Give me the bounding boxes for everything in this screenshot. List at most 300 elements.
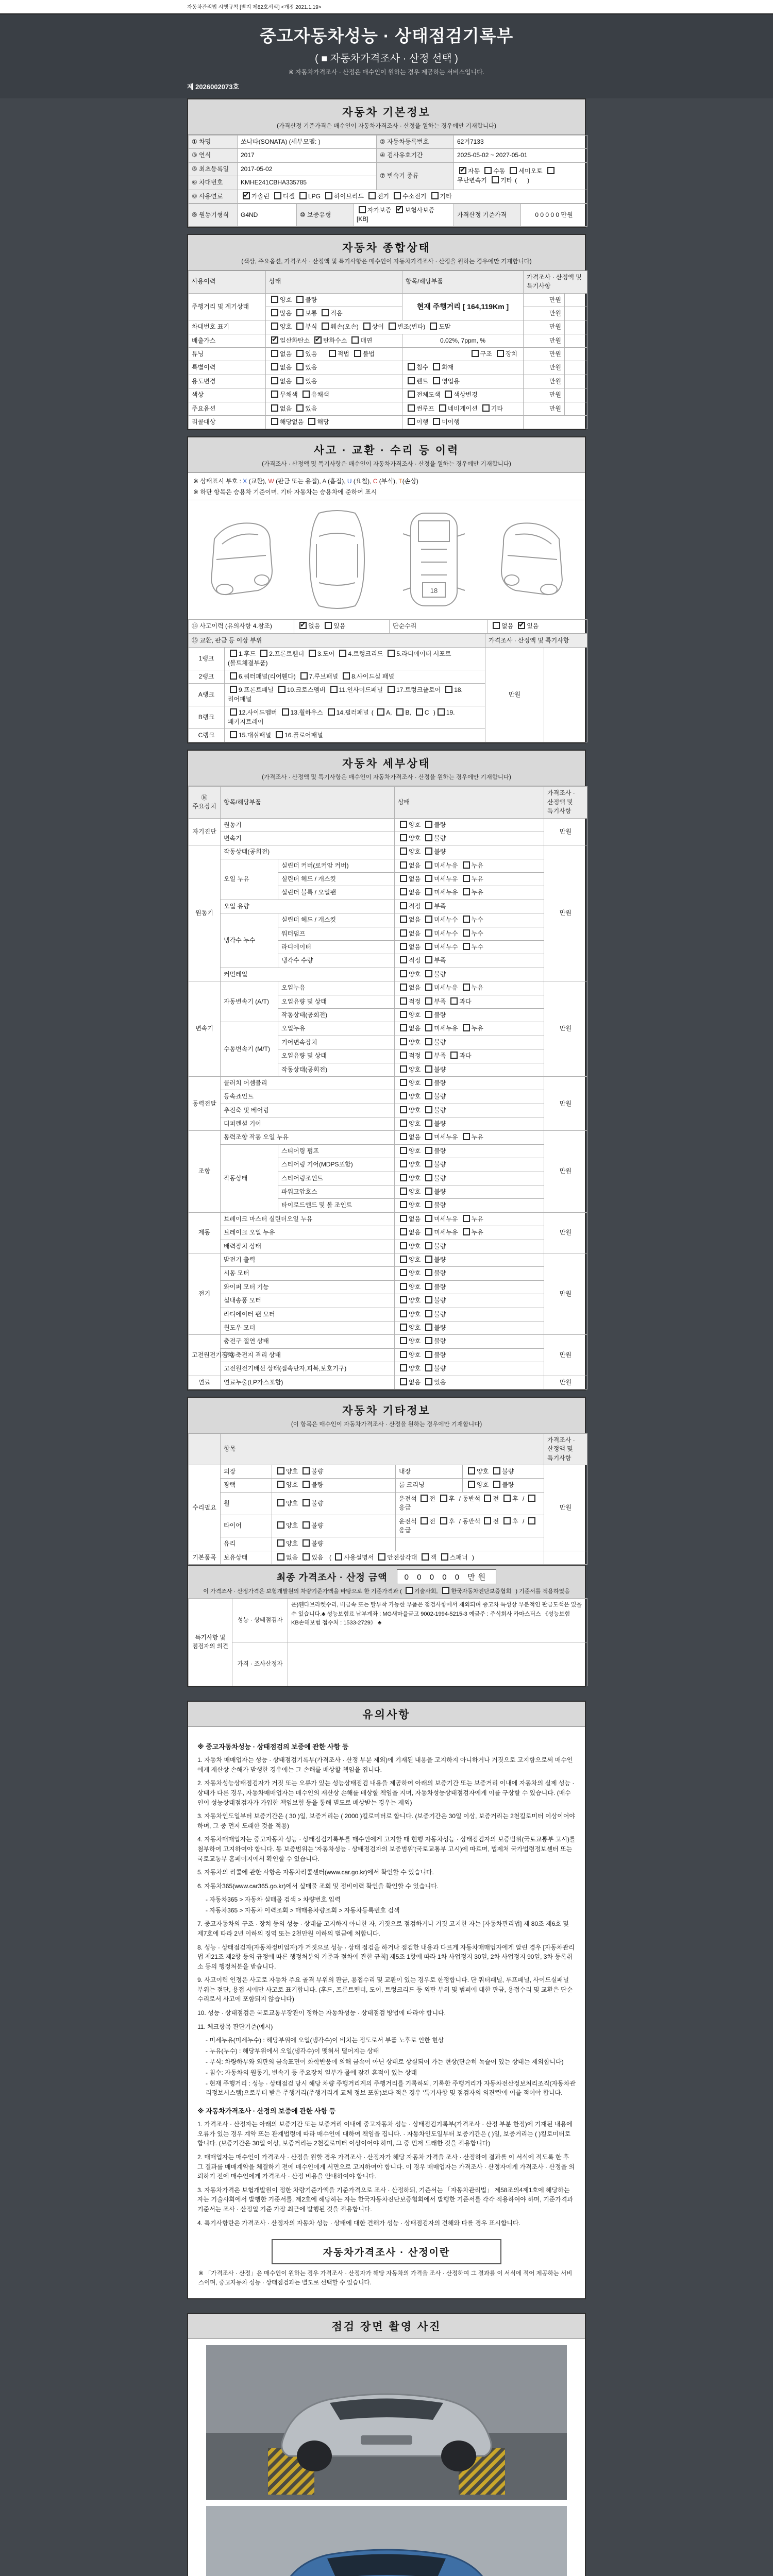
checkbox[interactable]: [463, 861, 470, 869]
checkbox[interactable]: [400, 1092, 407, 1099]
checkbox[interactable]: [400, 1120, 407, 1127]
checkbox[interactable]: [330, 686, 338, 693]
checkbox[interactable]: [303, 1521, 310, 1529]
checkbox[interactable]: [400, 1147, 407, 1154]
checkbox[interactable]: [518, 622, 525, 629]
checkbox[interactable]: [303, 1539, 310, 1547]
checkbox-cell[interactable]: [272, 1515, 396, 1537]
checkbox-cell[interactable]: [463, 1479, 544, 1492]
checkbox-cell[interactable]: [395, 927, 544, 940]
checkbox-cell[interactable]: [395, 1090, 544, 1104]
checkbox-cell[interactable]: [463, 1465, 544, 1479]
checkbox[interactable]: [277, 1481, 284, 1488]
checkbox-cell[interactable]: [395, 859, 544, 872]
checkbox-cell[interactable]: [402, 348, 524, 361]
checkbox[interactable]: [445, 686, 452, 693]
checkbox[interactable]: [400, 1378, 407, 1385]
checkbox-cell[interactable]: [395, 1362, 544, 1376]
checkbox-cell[interactable]: [402, 388, 524, 402]
checkbox[interactable]: [503, 1495, 511, 1502]
checkbox[interactable]: [400, 1351, 407, 1358]
checkbox-cell[interactable]: [266, 307, 402, 320]
checkbox[interactable]: [425, 1147, 432, 1154]
checkbox-cell[interactable]: [395, 1172, 544, 1185]
checkbox[interactable]: [351, 336, 359, 344]
checkbox-cell[interactable]: [266, 348, 402, 361]
checkbox[interactable]: [408, 377, 415, 384]
checkbox[interactable]: [425, 1201, 432, 1208]
checkbox[interactable]: [388, 686, 395, 693]
checkbox-cell[interactable]: [395, 1321, 544, 1334]
checkbox[interactable]: [396, 206, 403, 213]
checkbox[interactable]: [503, 1517, 511, 1524]
checkbox[interactable]: [425, 861, 432, 869]
checkbox[interactable]: [278, 686, 285, 693]
checkbox-cell[interactable]: [395, 941, 544, 954]
cell: 0 0 0 0 0 만원: [521, 204, 587, 226]
checkbox-cell[interactable]: [395, 1280, 544, 1294]
checkbox-cell[interactable]: [395, 995, 544, 1008]
checkbox[interactable]: [296, 323, 304, 330]
checkbox[interactable]: [425, 929, 432, 937]
checkbox[interactable]: [493, 1467, 500, 1475]
checkbox-cell[interactable]: [395, 1253, 544, 1267]
checkbox-cell[interactable]: [395, 1267, 544, 1280]
checkbox[interactable]: [425, 1337, 432, 1344]
checkbox[interactable]: [425, 1106, 432, 1113]
checkbox[interactable]: [442, 1587, 449, 1594]
checkbox[interactable]: [309, 650, 316, 657]
checkbox[interactable]: [322, 323, 329, 330]
checkbox[interactable]: [303, 1499, 310, 1506]
checkbox[interactable]: [425, 1269, 432, 1276]
checkbox[interactable]: [277, 1499, 284, 1506]
checkbox[interactable]: [368, 192, 376, 199]
checkbox[interactable]: [493, 622, 500, 629]
checkbox[interactable]: [400, 1242, 407, 1249]
checkbox[interactable]: [400, 902, 407, 909]
checkbox[interactable]: [394, 192, 401, 199]
checkbox[interactable]: [400, 1024, 407, 1031]
checkbox[interactable]: [325, 622, 332, 629]
checkbox-cell[interactable]: [272, 1537, 396, 1551]
checkbox[interactable]: [463, 888, 470, 895]
checkbox-cell[interactable]: [402, 361, 524, 375]
checkbox-cell[interactable]: [395, 1226, 544, 1240]
checkbox[interactable]: [271, 309, 278, 316]
checkbox[interactable]: [425, 834, 432, 841]
checkbox[interactable]: [296, 309, 304, 316]
checkbox[interactable]: [274, 192, 281, 199]
checkbox-cell[interactable]: [395, 1063, 544, 1076]
checkbox[interactable]: [400, 1052, 407, 1059]
checkbox[interactable]: [400, 821, 407, 828]
checkbox[interactable]: [260, 650, 267, 657]
checkbox[interactable]: [425, 1011, 432, 1018]
checkbox-cell[interactable]: [266, 402, 402, 415]
checkbox[interactable]: [325, 192, 332, 199]
checkbox-cell[interactable]: [395, 1022, 544, 1036]
checkbox[interactable]: [440, 1517, 447, 1524]
checkbox-cell[interactable]: [225, 648, 485, 670]
checkbox[interactable]: [271, 350, 278, 357]
checkbox[interactable]: [425, 1351, 432, 1358]
checkbox-cell[interactable]: [395, 1308, 544, 1321]
checkbox-cell[interactable]: [395, 886, 544, 900]
checkbox[interactable]: [400, 1256, 407, 1263]
checkbox[interactable]: [388, 650, 395, 657]
checkbox-cell[interactable]: [395, 1376, 544, 1389]
checkbox[interactable]: [425, 1160, 432, 1167]
checkbox[interactable]: [484, 1495, 491, 1502]
checkbox[interactable]: [277, 1467, 284, 1475]
checkbox[interactable]: [463, 1133, 470, 1140]
checkbox[interactable]: [408, 363, 415, 370]
checkbox[interactable]: [400, 970, 407, 977]
checkbox[interactable]: [425, 875, 432, 882]
checkbox[interactable]: [400, 956, 407, 963]
checkbox-cell[interactable]: [395, 1185, 544, 1199]
checkbox-cell[interactable]: [488, 620, 587, 633]
checkbox[interactable]: [400, 1310, 407, 1317]
checkbox[interactable]: [400, 997, 407, 1005]
checkbox[interactable]: [441, 1553, 448, 1561]
checkbox[interactable]: [425, 916, 432, 923]
checkbox[interactable]: [400, 1174, 407, 1181]
text: C: [373, 478, 378, 485]
checkbox[interactable]: [400, 1106, 407, 1113]
checkbox[interactable]: [497, 350, 504, 357]
checkbox[interactable]: [463, 916, 470, 923]
checkbox-cell[interactable]: [395, 1348, 544, 1362]
checkbox[interactable]: [431, 192, 439, 199]
checkbox[interactable]: [425, 1256, 432, 1263]
checkbox[interactable]: [400, 1337, 407, 1344]
checkbox[interactable]: [408, 404, 415, 412]
cell: 만원: [544, 1335, 587, 1376]
checkbox-cell[interactable]: [395, 818, 544, 832]
checkbox[interactable]: [433, 363, 440, 370]
checkbox[interactable]: [400, 1065, 407, 1073]
checkbox[interactable]: [282, 708, 289, 716]
checkbox[interactable]: [400, 861, 407, 869]
checkbox[interactable]: [335, 1553, 342, 1561]
checkbox[interactable]: [400, 1324, 407, 1331]
checkbox[interactable]: [484, 167, 492, 174]
checkbox-cell[interactable]: [395, 1294, 544, 1308]
checkbox[interactable]: [271, 404, 278, 412]
checkbox-cell[interactable]: [272, 1465, 396, 1479]
checkbox[interactable]: [463, 1228, 470, 1235]
checkbox[interactable]: [400, 943, 407, 950]
checkbox[interactable]: [425, 1283, 432, 1290]
checkbox-cell[interactable]: [402, 402, 524, 415]
checkbox[interactable]: [271, 323, 278, 330]
checkbox-cell[interactable]: [395, 900, 544, 913]
cell: 만원: [544, 981, 587, 1077]
checkbox[interactable]: [463, 984, 470, 991]
checkbox-cell[interactable]: [395, 1117, 544, 1131]
checkbox[interactable]: [425, 1052, 432, 1059]
checkbox-cell[interactable]: [395, 1144, 544, 1158]
checkbox-cell[interactable]: [402, 416, 524, 429]
checkbox[interactable]: [400, 888, 407, 895]
checkbox-cell[interactable]: [395, 1008, 544, 1022]
checkbox[interactable]: [400, 929, 407, 937]
checkbox-cell[interactable]: [272, 1492, 396, 1515]
checkbox-cell[interactable]: [272, 1479, 396, 1492]
checkbox-label: 부식: [305, 323, 317, 331]
checkbox[interactable]: [422, 1553, 429, 1561]
section-other-title: 자동차 기타정보: [342, 1404, 431, 1417]
checkbox-cell[interactable]: [266, 416, 402, 429]
checkbox[interactable]: [378, 1553, 385, 1561]
checkbox[interactable]: [299, 192, 307, 199]
checkbox[interactable]: [425, 1296, 432, 1303]
checkbox-cell[interactable]: [225, 684, 485, 706]
checkbox[interactable]: [425, 902, 432, 909]
checkbox-cell[interactable]: [395, 954, 544, 968]
checkbox-cell[interactable]: [266, 334, 402, 347]
checkbox[interactable]: [230, 708, 237, 716]
checkbox-cell[interactable]: [454, 162, 587, 190]
checkbox[interactable]: [400, 1038, 407, 1045]
checkbox-cell[interactable]: [396, 1492, 544, 1515]
checkbox[interactable]: [425, 956, 432, 963]
checkbox-cell[interactable]: [225, 670, 485, 683]
checkbox[interactable]: [314, 336, 322, 344]
checkbox-label: 양호: [409, 1065, 421, 1073]
checkbox[interactable]: [277, 1553, 284, 1561]
checkbox[interactable]: [463, 943, 470, 950]
checkbox[interactable]: [354, 350, 361, 357]
checkbox-label: LPG: [308, 192, 321, 200]
checkbox[interactable]: [433, 377, 440, 384]
checkbox[interactable]: [400, 1011, 407, 1018]
checkbox[interactable]: [389, 323, 396, 330]
checkbox[interactable]: [271, 391, 278, 398]
checkbox[interactable]: [492, 176, 499, 183]
checkbox[interactable]: [468, 1467, 475, 1475]
checkbox-cell[interactable]: [395, 1049, 544, 1063]
checkbox[interactable]: [329, 350, 336, 357]
checkbox[interactable]: [300, 672, 308, 680]
checkbox[interactable]: [425, 1378, 432, 1385]
checkbox-cell[interactable]: [396, 1515, 544, 1537]
checkbox[interactable]: [425, 848, 432, 855]
checkbox[interactable]: [396, 708, 404, 716]
checkbox[interactable]: [400, 1296, 407, 1303]
checkbox-cell[interactable]: [272, 1551, 544, 1564]
checkbox[interactable]: [463, 929, 470, 937]
checkbox[interactable]: [528, 1495, 535, 1502]
document-number: 제 2026002073호: [187, 83, 240, 91]
checkbox[interactable]: [271, 363, 278, 370]
checkbox[interactable]: [400, 1228, 407, 1235]
checkbox[interactable]: [438, 708, 445, 716]
text: ) 기준서를 적용하였음: [514, 1588, 570, 1595]
checkbox[interactable]: [430, 323, 437, 330]
checkbox-cell[interactable]: [395, 832, 544, 845]
checkbox-cell[interactable]: [238, 190, 587, 203]
checkbox[interactable]: [328, 708, 335, 716]
checkbox[interactable]: [484, 1517, 491, 1524]
checkbox[interactable]: [425, 1024, 432, 1031]
checkbox-cell[interactable]: [354, 204, 454, 226]
checkbox-cell[interactable]: [402, 375, 524, 388]
checkbox[interactable]: [230, 686, 237, 693]
checkbox-cell[interactable]: [395, 845, 544, 859]
checkbox[interactable]: [425, 1092, 432, 1099]
checkbox[interactable]: [303, 1553, 310, 1561]
checkbox[interactable]: [416, 708, 423, 716]
checkbox[interactable]: [547, 167, 554, 174]
checkbox[interactable]: [425, 1215, 432, 1222]
checkbox[interactable]: [296, 296, 304, 303]
checkbox[interactable]: [425, 943, 432, 950]
checkbox-cell[interactable]: [395, 1158, 544, 1172]
checkbox-cell[interactable]: [395, 913, 544, 927]
checkbox[interactable]: [303, 1481, 310, 1488]
checkbox-cell[interactable]: [225, 706, 485, 729]
checkbox[interactable]: [425, 1228, 432, 1235]
checkbox[interactable]: [463, 1024, 470, 1031]
checkbox[interactable]: [425, 888, 432, 895]
checkbox[interactable]: [425, 997, 432, 1005]
checkbox[interactable]: [359, 206, 366, 213]
checkbox[interactable]: [400, 1215, 407, 1222]
checkbox[interactable]: [271, 377, 278, 384]
checkbox-cell[interactable]: [395, 1212, 544, 1226]
checkbox-cell[interactable]: [395, 1335, 544, 1348]
checkbox[interactable]: [296, 363, 304, 370]
checkbox[interactable]: [433, 418, 440, 425]
checkbox[interactable]: [339, 650, 346, 657]
checkbox-cell[interactable]: [395, 873, 544, 886]
checkbox[interactable]: [400, 916, 407, 923]
checkbox[interactable]: [425, 1133, 432, 1140]
checkbox[interactable]: [463, 875, 470, 882]
checkbox[interactable]: [243, 192, 250, 199]
checkbox[interactable]: [425, 1242, 432, 1249]
checkbox[interactable]: [425, 1120, 432, 1127]
checkbox-cell[interactable]: [395, 1199, 544, 1212]
checkbox[interactable]: [445, 391, 452, 398]
checkbox[interactable]: [463, 1215, 470, 1222]
checkbox[interactable]: [296, 404, 304, 412]
checkbox[interactable]: [303, 1467, 310, 1475]
checkbox[interactable]: [425, 984, 432, 991]
checkbox-label: C: [424, 709, 429, 717]
checkbox[interactable]: [528, 1517, 535, 1524]
checkbox[interactable]: [510, 167, 517, 174]
checkbox-cell[interactable]: [395, 968, 544, 981]
checkbox[interactable]: [271, 418, 278, 425]
checkbox[interactable]: [408, 391, 415, 398]
checkbox[interactable]: [271, 296, 278, 303]
checkbox[interactable]: [400, 1269, 407, 1276]
checkbox-cell[interactable]: [395, 1076, 544, 1090]
checkbox[interactable]: [322, 309, 329, 316]
checkbox[interactable]: [450, 1052, 458, 1059]
checkbox[interactable]: [421, 1517, 428, 1524]
checkbox-cell[interactable]: [266, 388, 402, 402]
checkbox[interactable]: [400, 1364, 407, 1371]
checkbox[interactable]: [425, 1038, 432, 1045]
checkbox[interactable]: [377, 708, 384, 716]
checkbox-cell[interactable]: [395, 1036, 544, 1049]
checkbox[interactable]: [276, 731, 283, 738]
checkbox[interactable]: [271, 336, 278, 344]
checkbox-cell[interactable]: [294, 620, 390, 633]
checkbox[interactable]: [343, 672, 350, 680]
checkbox[interactable]: [400, 1283, 407, 1290]
checkbox[interactable]: [425, 1310, 432, 1317]
checkbox-cell[interactable]: [266, 320, 524, 334]
checkbox[interactable]: [425, 1065, 432, 1073]
checkbox[interactable]: [406, 1587, 413, 1594]
checkbox[interactable]: [400, 1201, 407, 1208]
checkbox[interactable]: [230, 672, 237, 680]
checkbox[interactable]: [425, 821, 432, 828]
checkbox[interactable]: [277, 1539, 284, 1547]
checkbox[interactable]: [363, 323, 371, 330]
checkbox[interactable]: [421, 1495, 428, 1502]
checkbox[interactable]: [468, 1481, 475, 1488]
checkbox[interactable]: [472, 350, 479, 357]
checkbox-cell[interactable]: [266, 361, 402, 375]
checkbox[interactable]: [400, 1160, 407, 1167]
checkbox-cell[interactable]: [395, 981, 544, 995]
checkbox[interactable]: [440, 1495, 447, 1502]
header-cell: 사용이력: [189, 270, 266, 293]
checkbox[interactable]: [482, 404, 490, 412]
checkbox[interactable]: [296, 350, 304, 357]
checkbox-cell[interactable]: [395, 1240, 544, 1253]
checkbox[interactable]: [400, 1079, 407, 1086]
checkbox[interactable]: [400, 848, 407, 855]
checkbox[interactable]: [299, 622, 307, 629]
checkbox[interactable]: [439, 404, 446, 412]
checkbox[interactable]: [425, 970, 432, 977]
checkbox[interactable]: [400, 875, 407, 882]
checkbox[interactable]: [425, 1324, 432, 1331]
checkbox[interactable]: [230, 731, 237, 738]
checkbox[interactable]: [400, 1133, 407, 1140]
checkbox[interactable]: [230, 650, 237, 657]
checkbox[interactable]: [459, 167, 466, 174]
checkbox-cell[interactable]: [395, 1104, 544, 1117]
checkbox-cell[interactable]: [266, 293, 402, 307]
checkbox[interactable]: [303, 391, 310, 398]
checkbox[interactable]: [425, 1079, 432, 1086]
checkbox[interactable]: [308, 418, 315, 425]
checkbox-cell[interactable]: [225, 728, 485, 742]
checkbox[interactable]: [425, 1174, 432, 1181]
checkbox[interactable]: [450, 997, 458, 1005]
checkbox-cell[interactable]: [266, 375, 402, 388]
checkbox[interactable]: [425, 1364, 432, 1371]
checkbox[interactable]: [277, 1521, 284, 1529]
checkbox[interactable]: [408, 418, 415, 425]
checkbox[interactable]: [400, 1188, 407, 1195]
checkbox[interactable]: [296, 377, 304, 384]
checkbox[interactable]: [400, 984, 407, 991]
checkbox[interactable]: [493, 1481, 500, 1488]
checkbox-cell[interactable]: [395, 1131, 544, 1144]
checkbox[interactable]: [425, 1188, 432, 1195]
checkbox[interactable]: [400, 834, 407, 841]
